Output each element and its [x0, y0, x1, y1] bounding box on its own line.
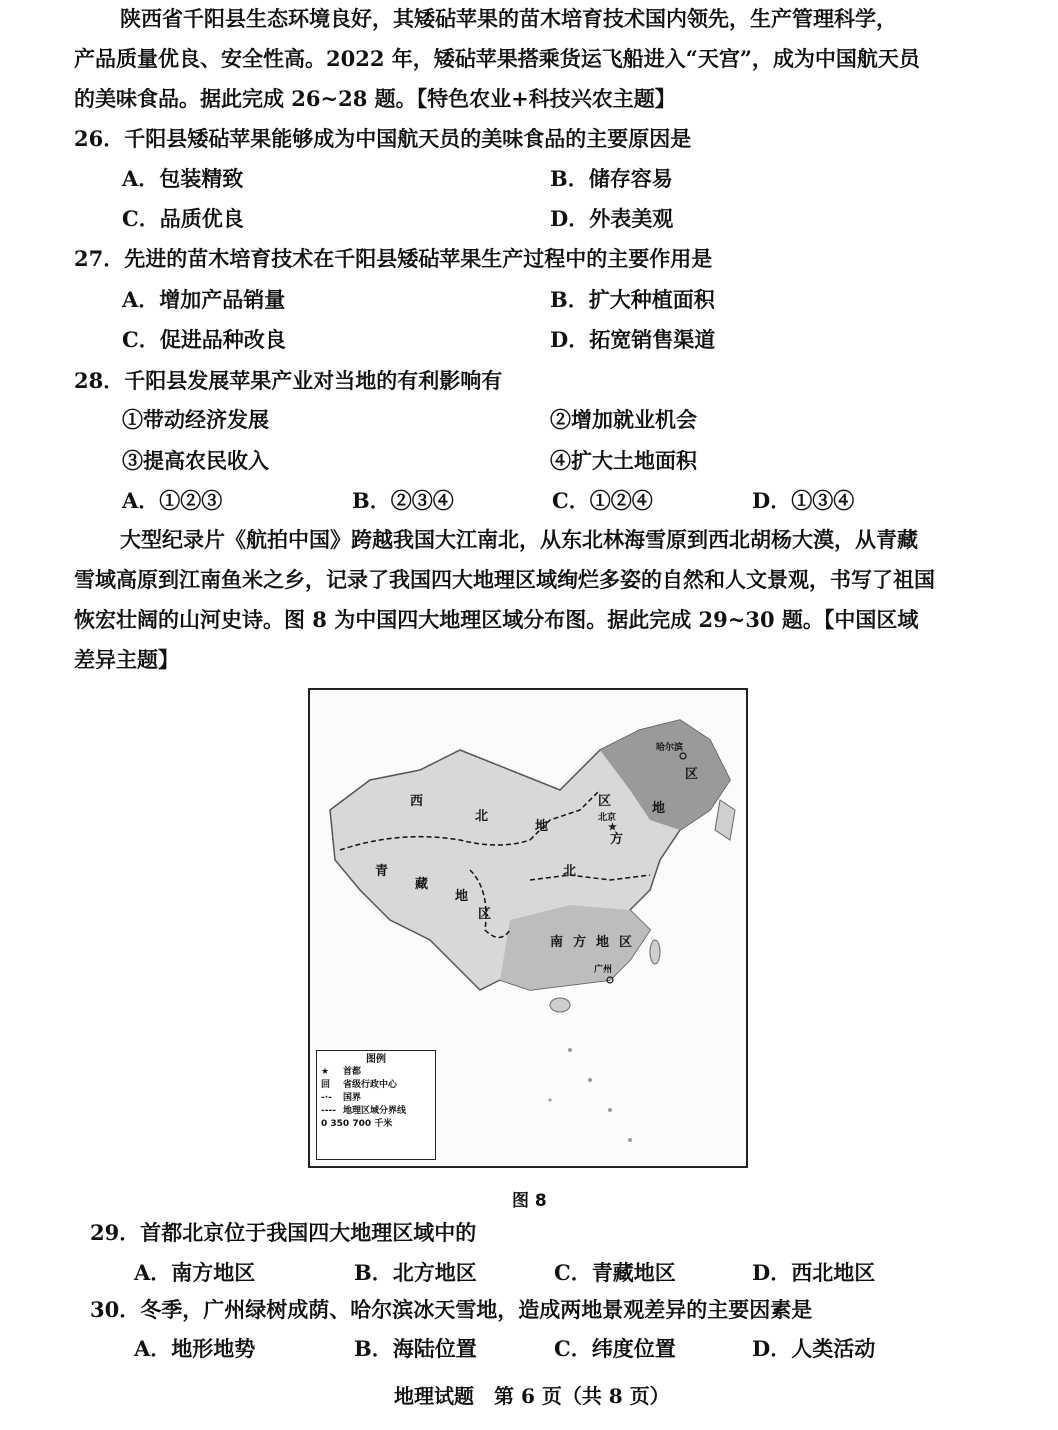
label-qingzang-4: 区: [478, 907, 492, 922]
label-north-2: 方: [610, 832, 624, 847]
q30-option-a[interactable]: A．地形地势: [134, 1336, 256, 1361]
label-qingzang-2: 藏: [415, 877, 429, 892]
legend-border-label: 国界: [343, 1093, 362, 1103]
q27-option-b[interactable]: B．扩大种植面积: [550, 287, 715, 312]
q28-item-1: ①带动经济发展: [122, 407, 269, 432]
legend-row-border: [321, 1092, 431, 1105]
legend-capital-label: 首都: [343, 1067, 362, 1077]
intro2-line-3: 恢宏壮阔的山河史诗。图 8 为中国四大地理区域分布图。据此完成 29~30 题。【中国区域: [74, 607, 919, 632]
label-guangzhou: 广州: [594, 965, 613, 975]
legend-title: 图例: [366, 1054, 386, 1065]
star-icon: ★: [321, 1067, 330, 1077]
q27-option-d[interactable]: D．拓宽销售渠道: [550, 327, 716, 352]
label-qingzang-1: 青: [375, 864, 389, 879]
q28-option-a[interactable]: A．①②③: [122, 488, 223, 513]
label-north-4: 区: [685, 767, 699, 782]
label-northwest-3: 地: [535, 819, 549, 834]
map-legend: [316, 1050, 436, 1160]
legend-row-capital: [321, 1066, 431, 1079]
legend-row-region-boundary: [321, 1105, 431, 1118]
label-qingzang-3: 地: [455, 889, 469, 904]
page-footer: 地理试题 第 6 页（共 8 页）: [394, 1384, 670, 1408]
q26-option-a[interactable]: A．包装精致: [122, 166, 244, 191]
q30-option-c[interactable]: C．纬度位置: [554, 1336, 676, 1361]
label-beijing: 北京: [598, 813, 617, 823]
china-regions-map: [308, 688, 748, 1168]
q30-option-d[interactable]: D．人类活动: [752, 1336, 876, 1361]
intro-line-3: 的美味食品。据此完成 26~28 题。【特色农业+科技兴农主题】: [74, 86, 676, 111]
legend-boundary-label: 地理区域分界线: [343, 1106, 407, 1116]
q29-option-a[interactable]: A．南方地区: [134, 1260, 256, 1285]
q26-option-c[interactable]: C．品质优良: [122, 206, 244, 231]
label-south-region: 南方地区: [550, 935, 643, 950]
label-north-1: 北: [563, 864, 577, 879]
q28-option-c[interactable]: C．①②④: [552, 488, 653, 513]
q27-stem: 27．先进的苗木培育技术在千阳县矮砧苹果生产过程中的主要作用是: [74, 246, 713, 271]
q30-option-b[interactable]: B．海陆位置: [354, 1336, 477, 1361]
q28-item-3: ③提高农民收入: [122, 448, 269, 473]
intro-line-1: 陕西省千阳县生态环境良好，其矮砧苹果的苗木培育技术国内领先，生产管理科学，: [120, 6, 897, 31]
intro2-line-1: 大型纪录片《航拍中国》跨越我国大江南北，从东北林海雪原到西北胡杨大漠，从青藏: [120, 527, 918, 552]
q27-option-c[interactable]: C．促进品种改良: [122, 327, 286, 352]
q29-option-c[interactable]: C．青藏地区: [554, 1260, 676, 1285]
label-harbin: 哈尔滨: [656, 743, 684, 753]
q26-stem: 26．千阳县矮砧苹果能够成为中国航天员的美味食品的主要原因是: [74, 126, 692, 151]
q28-item-4: ④扩大土地面积: [550, 448, 697, 473]
label-north-3: 地: [652, 801, 666, 816]
label-northwest-4: 区: [598, 794, 612, 809]
figure-caption: 图 8: [512, 1191, 547, 1211]
legend-row-scale: [321, 1118, 431, 1131]
q28-option-b[interactable]: B．②③④: [352, 488, 454, 513]
beijing-star-icon: ★: [608, 822, 617, 833]
legend-provincial-label: 省级行政中心: [343, 1080, 398, 1090]
q30-stem: 30．冬季，广州绿树成荫、哈尔滨冰天雪地，造成两地景观差异的主要因素是: [90, 1297, 813, 1322]
legend-scale-label: 0 350 700 千米: [321, 1119, 393, 1129]
south-sea-islands: [549, 1048, 633, 1142]
intro2-line-4: 差异主题】: [74, 647, 179, 672]
q28-item-2: ②增加就业机会: [550, 407, 697, 432]
intro2-line-2: 雪域高原到江南鱼米之乡，记录了我国四大地理区域绚烂多姿的自然和人文景观，书写了祖国: [74, 567, 935, 592]
korea-shape: [715, 800, 735, 840]
legend-row-provincial: [321, 1079, 431, 1092]
q29-option-b[interactable]: B．北方地区: [354, 1260, 477, 1285]
q27-option-a[interactable]: A．增加产品销量: [122, 287, 286, 312]
border-line-icon: -·-: [321, 1093, 332, 1103]
q29-stem: 29．首都北京位于我国四大地理区域中的: [90, 1220, 477, 1245]
q26-option-d[interactable]: D．外表美观: [550, 206, 674, 231]
q29-option-d[interactable]: D．西北地区: [752, 1260, 876, 1285]
taiwan-island: [650, 940, 660, 964]
label-northwest-2: 北: [475, 809, 489, 824]
hainan-island: [550, 998, 570, 1012]
intro-line-2: 产品质量优良、安全性高。2022 年，矮砧苹果搭乘货运飞船进入“天宫”，成为中国航天员: [74, 46, 920, 71]
q28-stem: 28．千阳县发展苹果产业对当地的有利影响有: [74, 368, 503, 393]
square-circle-icon: 回: [321, 1080, 331, 1090]
label-northwest-1: 西: [410, 794, 424, 809]
q28-option-d[interactable]: D．①③④: [752, 488, 855, 513]
q26-option-b[interactable]: B．储存容易: [550, 166, 673, 191]
dashed-line-icon: ----: [321, 1106, 336, 1116]
